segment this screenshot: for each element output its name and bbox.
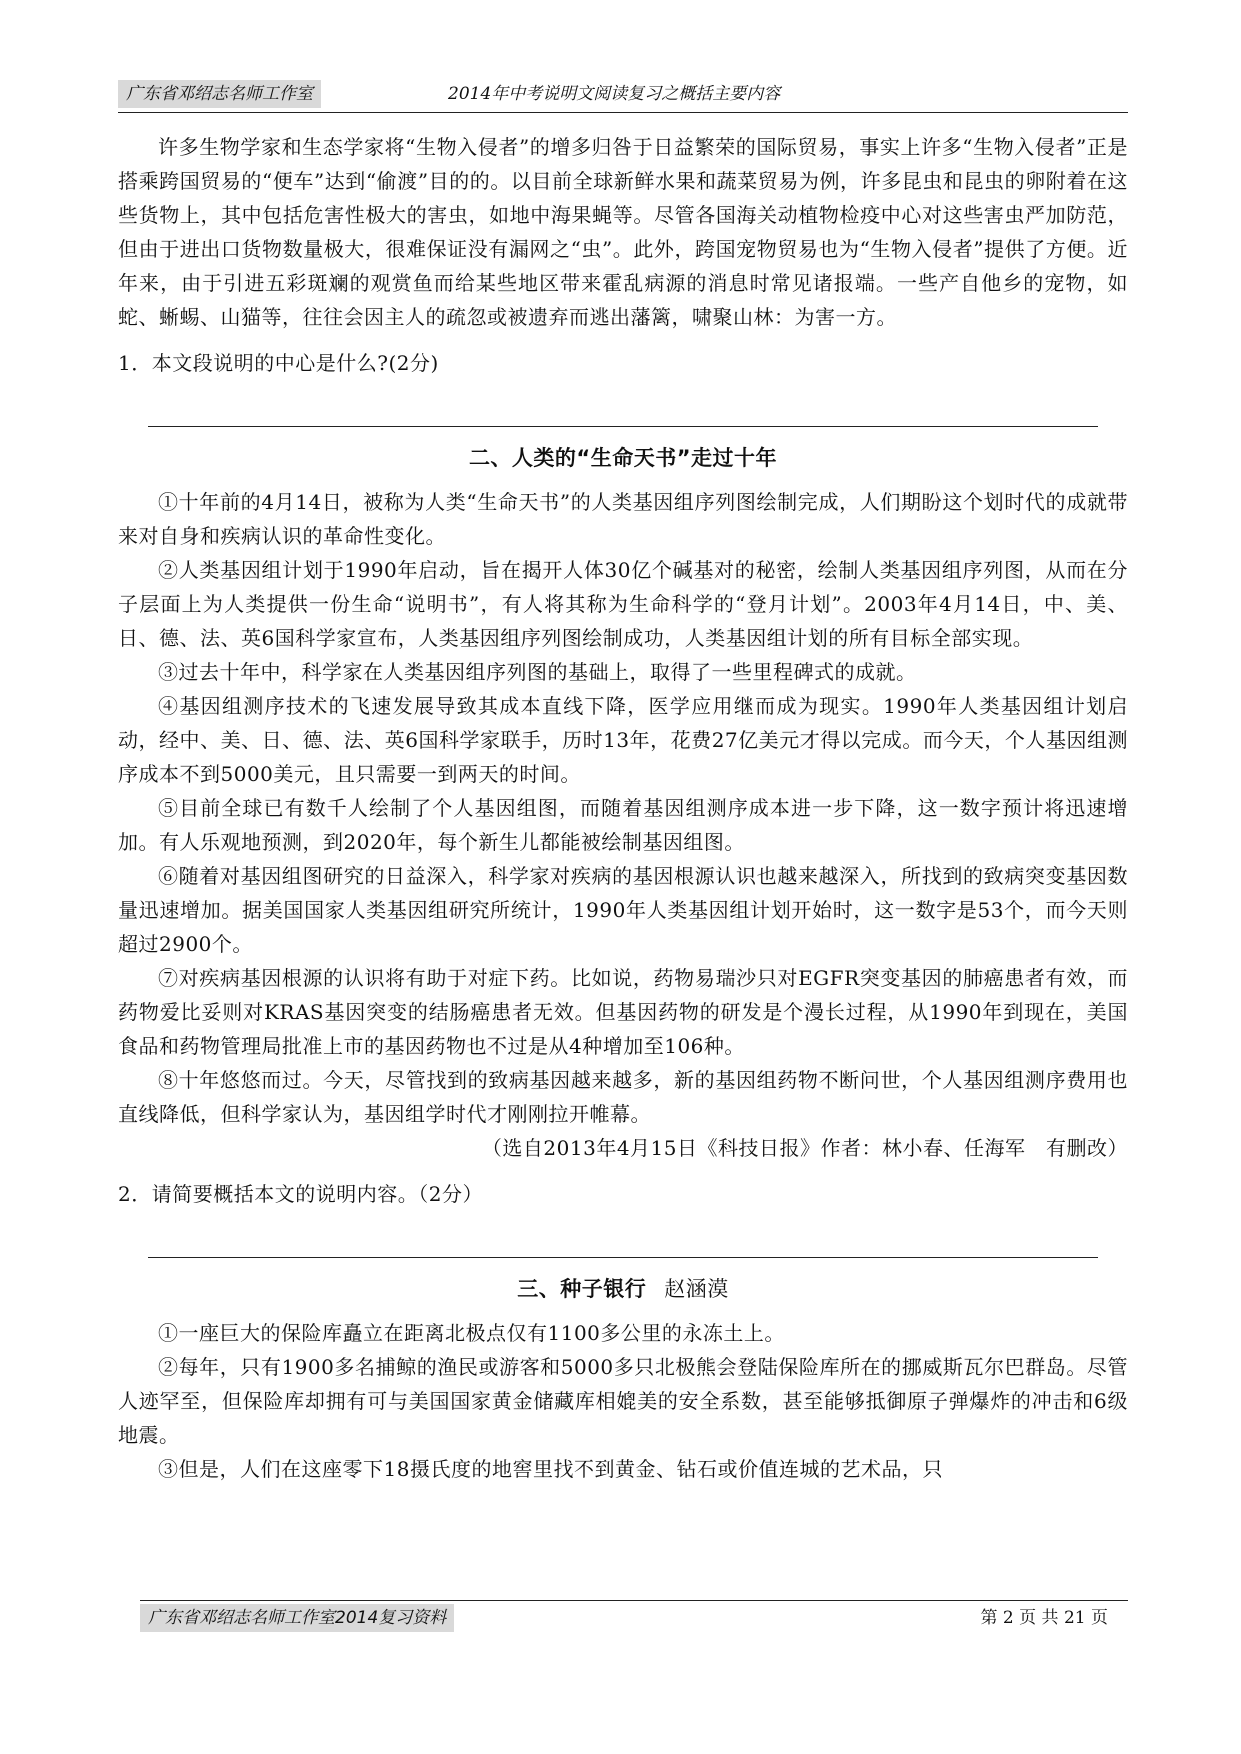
section-2-paragraph: ②人类基因组计划于1990年启动，旨在揭开人体30亿个碱基对的秘密，绘制人类基因组序列图，从而在分子层面上为人类提供一份生命“说明书”，有人将其称为生命科学的“登月计划”。2003年4月14日，中、美、日、德、法、英6国科学家宣布，人类基因组序列图绘制成功，人类基因组计划的所有目标全部实现。 xyxy=(118,558,1128,650)
section-3-paragraph: ①一座巨大的保险库矗立在距离北极点仅有1100多公里的永冻土上。 xyxy=(158,1321,785,1345)
section-3-paragraph: ③但是，人们在这座零下18摄氏度的地窖里找不到黄金、钻石或价值连城的艺术品，只 xyxy=(158,1457,943,1481)
section-3-title: 三、种子银行 xyxy=(517,1277,647,1301)
section-divider xyxy=(148,1257,1098,1258)
section-2-paragraph: ①十年前的4月14日，被称为人类“生命天书”的人类基因组序列图绘制完成，人们期盼这个划时代的成就带来对自身和疾病认识的革命性变化。 xyxy=(118,490,1128,548)
section-2-paragraph: ④基因组测序技术的飞速发展导致其成本直线下降，医学应用继而成为现实。1990年人类基因组计划启动，经中、美、日、德、法、英6国科学家联手，历时13年，花费27亿美元才得以完成。而今天，个人基因组测序成本不到5000美元，且只需要一到两天的时间。 xyxy=(118,694,1128,786)
page-footer xyxy=(140,1604,1128,1634)
section-divider xyxy=(148,426,1098,427)
section-2-paragraph: ⑤目前全球已有数千人绘制了个人基因组图，而随着基因组测序成本进一步下降，这一数字预计将迅速增加。有人乐观地预测，到2020年，每个新生儿都能被绘制基因组图。 xyxy=(118,796,1128,854)
header-doc-title: 2014年中考说明文阅读复习之概括主要内容 xyxy=(448,84,781,104)
section-3-title-line xyxy=(118,1272,1128,1306)
section-2-title: 二、人类的“生命天书”走过十年 xyxy=(468,446,778,470)
page-number: 第 2 页 共 21 页 xyxy=(980,1608,1108,1628)
footer-rule xyxy=(140,1600,1128,1601)
header-rule xyxy=(118,112,1128,113)
section-2-source: （选自2013年4月15日《科技日报》作者：林小春、任海军 有删改） xyxy=(481,1136,1128,1160)
passage-1-paragraph: 许多生物学家和生态学家将“生物入侵者”的增多归咎于日益繁荣的国际贸易，事实上许多“生物入侵者”正是搭乘跨国贸易的“便车”达到“偷渡”目的的。以目前全球新鲜水果和蔬菜贸易为例，许多昆虫和昆虫的卵附着在这些货物上，其中包括危害性极大的害虫，如地中海果蝇等。尽管各国海关动植物检疫中心对这些害虫严加防范，但由于进出口货物数量极大，很难保证没有漏网之“虫”。此外，跨国宠物贸易也为“生物入侵者”提供了方便。近年来，由于引进五彩斑斓的观赏鱼而给某些地区带来霍乱病源的消息时常见诸报端。一些产自他乡的宠物，如蛇、蜥蜴、山猫等，往往会因主人的疏忽或被遗弃而逃出藩篱，啸聚山林：为害一方。 xyxy=(118,135,1128,329)
question-2: 2．请简要概括本文的说明内容。（2分） xyxy=(118,1182,483,1206)
section-3-paragraph: ②每年，只有1900多名捕鲸的渔民或游客和5000多只北极熊会登陆保险库所在的挪威斯瓦尔巴群岛。尽管人迹罕至，但保险库却拥有可与美国国家黄金储藏库相媲美的安全系数，甚至能够抵御原子弹爆炸的冲击和6级地震。 xyxy=(118,1355,1128,1447)
question-1: 1．本文段说明的中心是什么?(2分) xyxy=(118,351,439,375)
footer-studio-label: 广东省邓绍志名师工作室2014复习资料 xyxy=(140,1604,454,1632)
page-header xyxy=(118,80,1128,110)
section-2-paragraph: ⑧十年悠悠而过。今天，尽管找到的致病基因越来越多，新的基因组药物不断问世，个人基因组测序费用也直线降低，但科学家认为，基因组学时代才刚刚拉开帷幕。 xyxy=(118,1068,1128,1126)
section-2-paragraph: ③过去十年中，科学家在人类基因组序列图的基础上，取得了一些里程碑式的成就。 xyxy=(158,660,917,684)
section-2-paragraph: ⑦对疾病基因根源的认识将有助于对症下药。比如说，药物易瑞沙只对EGFR突变基因的肺癌患者有效，而药物爱比妥则对KRAS基因突变的结肠癌患者无效。但基因药物的研发是个漫长过程，从1990年到现在，美国食品和药物管理局批准上市的基因药物也不过是从4种增加至106种。 xyxy=(118,966,1128,1058)
section-2-paragraph: ⑥随着对基因组图研究的日益深入，科学家对疾病的基因根源认识也越来越深入，所找到的致病突变基因数量迅速增加。据美国国家人类基因组研究所统计，1990年人类基因组计划开始时，这一数字是53个，而今天则超过2900个。 xyxy=(118,864,1128,956)
section-3-author: 赵涵漠 xyxy=(664,1277,729,1301)
header-studio-name: 广东省邓绍志名师工作室 xyxy=(118,80,321,108)
document-body xyxy=(118,130,1128,1486)
